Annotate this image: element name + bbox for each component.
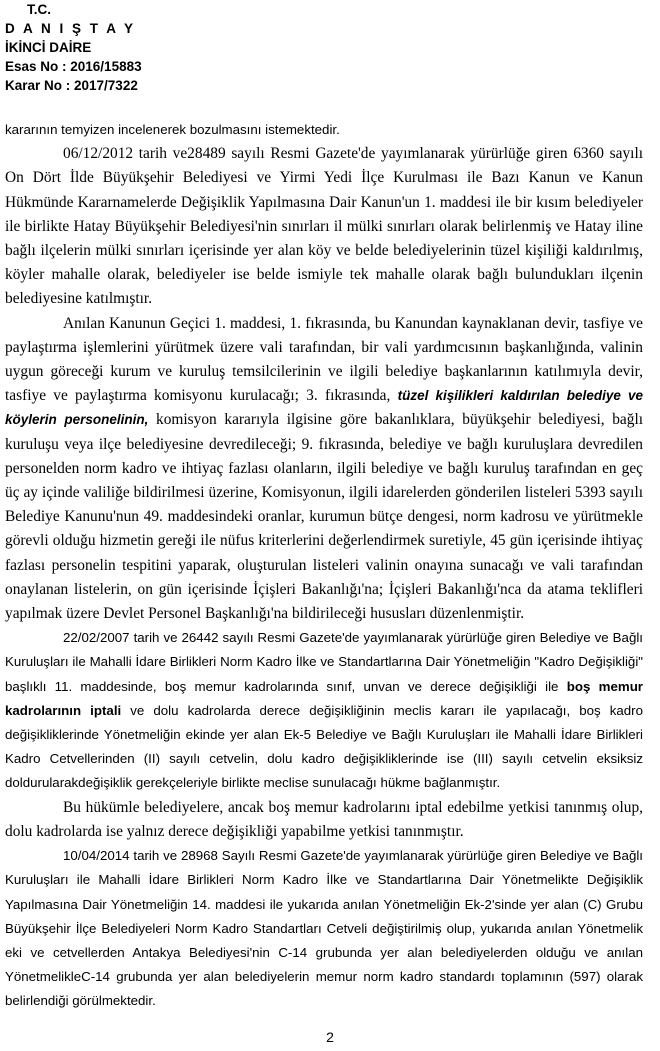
paragraph-2-part-a: Anılan Kanunun Geçici 1. maddesi, 1. fıkrasında, bu Kanundan kaynaklanan devir, tasfiye ve paylaştırma işlemlerini yürütmek üzere vali tarafından, bir vali yardımcısının başkanlığında, valinin uygun göreceği kurum ve kuruluş temsilcilerinin ve ilgili belediye başkanlarının katılımıyla devir, tasfiye ve paylaştırma komisyonu kurulacağı; 3. fıkrasında, [5, 314, 643, 405]
paragraph-3-emphasis: boş memur kadrolarının iptali [5, 678, 643, 718]
document-header [5, 0, 142, 95]
document-body [5, 118, 643, 1014]
header-tc: T.C. [27, 2, 52, 17]
paragraph-2 [5, 312, 643, 627]
paragraph-1: 06/12/2012 tarih ve28489 sayılı Resmi Gazete'de yayımlanarak yürürlüğe giren 6360 sayılı On Dört İlde Büyükşehir Belediyesi ve Yirmi Yedi İlçe Kurulması ile Bazı Kanun ve Kanun Hükmünde Kararnamelerde Değişiklik Yapılmasına Dair Kanun'un 1. maddesi ile bir kısım belediyeler ile birlikte Hatay Büyükşehir Belediyesi'nin sınırları il mülki sınırları olarak belirlenmiş ve Hatay iline bağlı ilçelerin mülki sınırları içerisinde yer alan köy ve belde belediyelerinin tüzel kişiliği kaldırılmış, köyler mahalle olarak, belediyeler ise belde ismiyle tek mahalle olarak bağlı bulundukları ilçenin belediyesine katılmıştır. [5, 145, 643, 308]
page-number: 2 [326, 1029, 334, 1045]
paragraph-3 [5, 626, 643, 795]
paragraph-2-emphasis: tüzel kişilikleri kaldırılan belediye ve köylerin personelinin, [5, 388, 643, 428]
header-chamber: İKİNCİ DAİRE [5, 40, 92, 55]
paragraph-2-part-c: komisyon kararıyla ilgisine göre bakanlıklara, büyükşehir belediyesi, bağlı kuruluşu veya ilçe belediyesine devredileceği; 9. fıkrasında, belediye ve bağlı kuruluşlara devredilen personelden norm kadro ve ihtiyaç fazlası olanların, ilgili belediye ve bağlı kuruluş tarafından en geç üç ay içinde valiliğe bildirilmesi üzerine, Komisyonun, ilgili idarelerden gönderilen listeleri 5393 sayılı Belediye Kanunu'nun 49. maddesindeki oranlar, kurumun bütçe dengesi, norm kadrosu ve yürütmekle görevli olduğu hizmetin gereği ile nüfus kriterlerini değerlendirmek suretiyle, 45 gün içerisinde ihtiyaç fazlası personelin tespitini yaparak, oluşturulan listeleri valinin onayına sunacağı ve vali tarafından onaylanan listelerin, on gün içerisinde İçişleri Bakanlığı'na; İçişleri Bakanlığı'nca da atama teklifleri yapılmak üzere Devlet Personel Başkanlığı'na bildirileceği hususları düzenlenmiştir. [5, 411, 643, 623]
header-court: D A N I Ş T A Y [5, 21, 136, 36]
header-esas: Esas No : 2016/15883 [5, 59, 142, 74]
paragraph-5: 10/04/2014 tarih ve 28968 Sayılı Resmi Gazete'de yayımlanarak yürürlüğe giren Belediye ve Bağlı Kuruluşları ile Mahalli İdare Birlikleri Norm Kadro İlke ve Standartlarına Dair Yönetmelikte Değişiklik Yapılmasına Dair Yönetmeliğin 14. maddesi ile yukarıda anılan Yönetmeliğin Ek-2'sinde yer alan (C) Grubu Büyükşehir İlçe Belediyeleri Norm Kadro Standartları Cetveli değiştirilmiş olup, yukarıda anılan Yönetmelik eki ve cetvellerden Antakya Belediyesi'nin C-14 grubunda yer alan belediyelerden olduğu ve anılan YönetmelikleC-14 grubunda yer alan belediyelerin memur norm kadro standardı toplamının (597) olarak belirlendiği görülmektedir. [5, 848, 643, 1009]
paragraph-4: Bu hükümle belediyelere, ancak boş memur kadrolarını iptal edebilme yetkisi tanınmış olup, dolu kadrolarda ise yalnız derece değişikliği yapabilme yetkisi tanınmıştır. [5, 798, 643, 840]
paragraph-3-part-c: ve dolu kadrolarda derece değişikliğinin meclis kararı ile yapılacağı, boş kadro değişikliklerinde Yönetmeliğin ekinde yer alan Ek-5 Belediye ve Bağlı Kuruluşları ile Mahalli İdare Birlikleri Kadro Cetvellerinden (II) sayılı cetvelin, dolu kadro değişikliklerinde ise (III) sayılı cetvelin eksiksiz doldurularakdeğişiklik gerekçeleriyle birlikte meclise sunulacağı hükme bağlanmıştır. [5, 702, 643, 791]
paragraph-0: kararının temyizen incelenerek bozulmasını istemektedir. [5, 122, 340, 137]
header-karar: Karar No : 2017/7322 [5, 78, 138, 93]
paragraph-3-part-a: 22/02/2007 tarih ve 26442 sayılı Resmi Gazete'de yayımlanarak yürürlüğe giren Belediye ve Bağlı Kuruluşları ile Mahalli İdare Birlikleri Norm Kadro İlke ve Standartlarına Dair Yönetmeliğin "Kadro Değişikliği" başlıklı 11. maddesinde, boş memur kadrolarında sınıf, unvan ve derece değişikliği ile [5, 630, 643, 694]
